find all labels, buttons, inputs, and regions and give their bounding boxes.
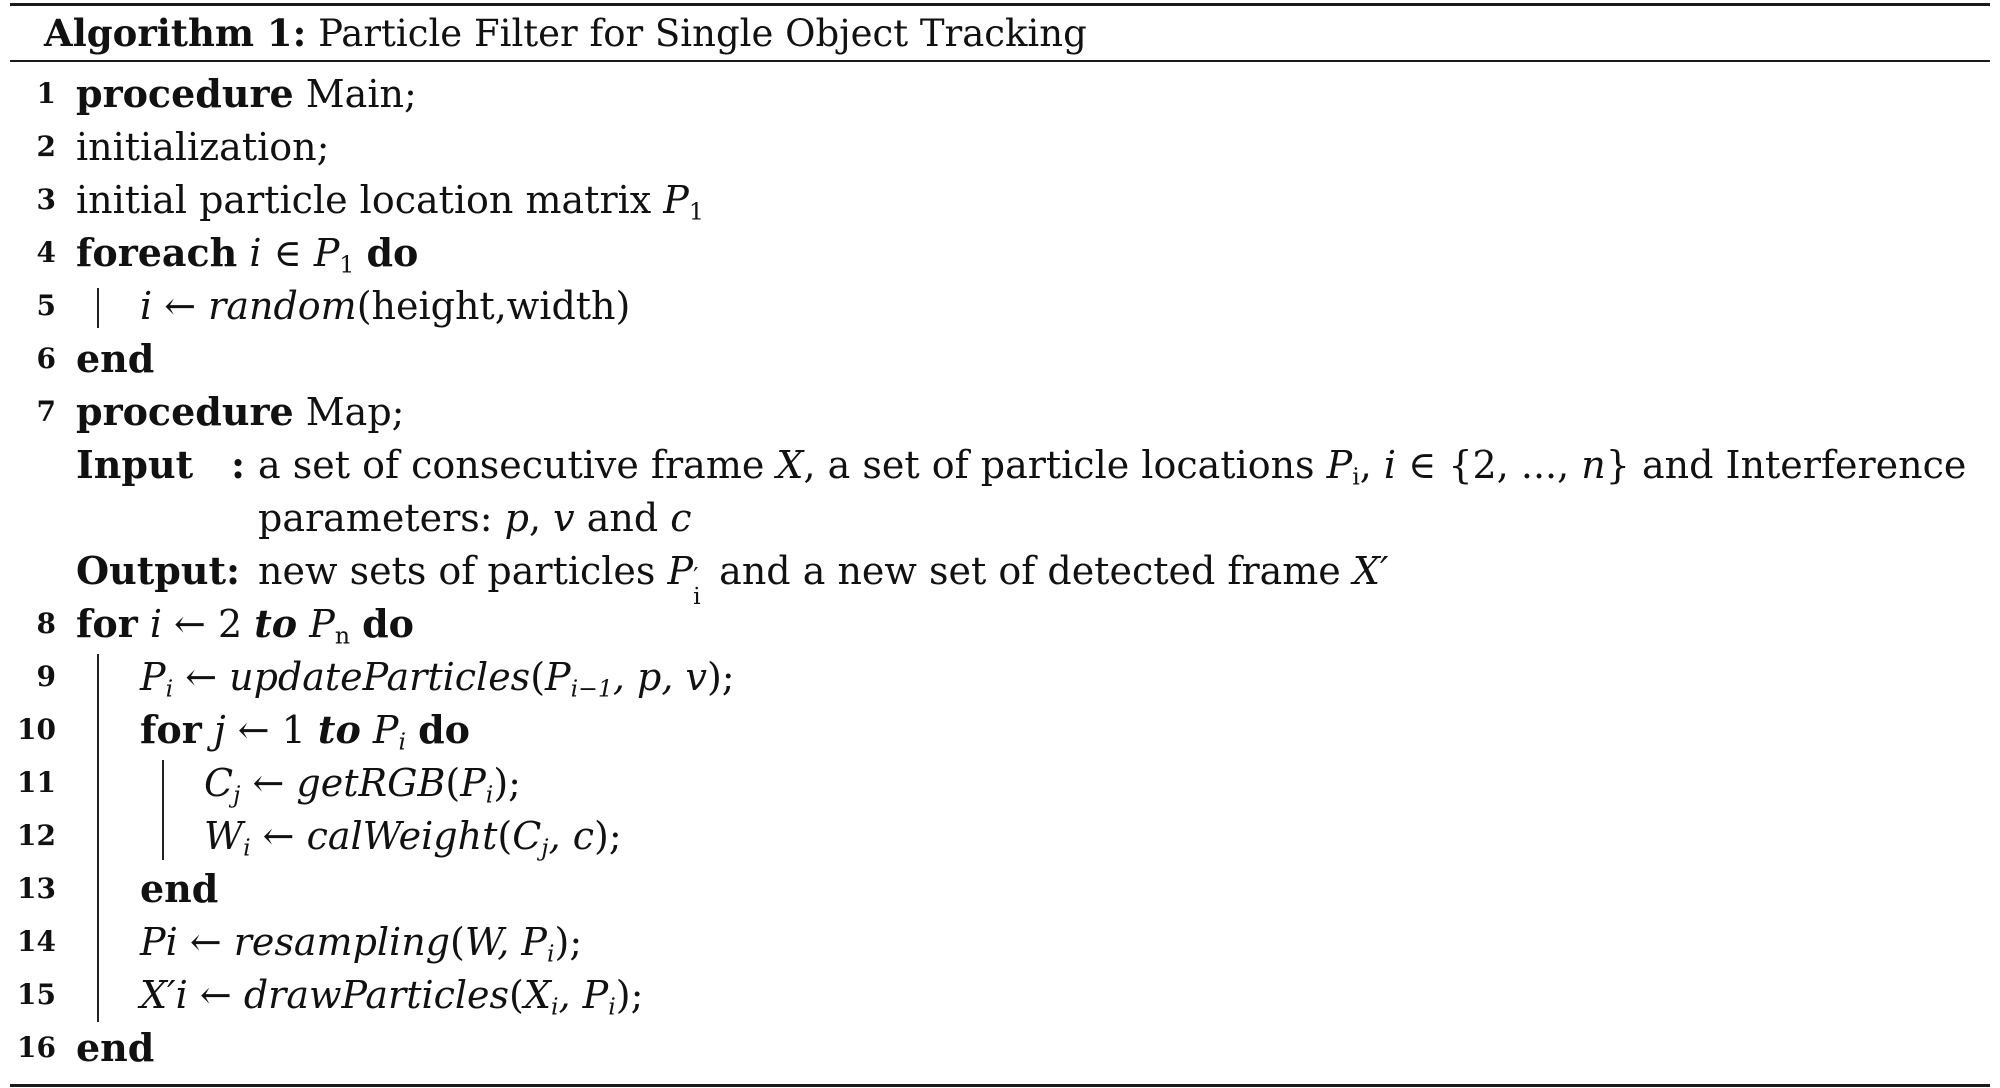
math-op: ← <box>152 284 209 328</box>
io-text: and <box>574 496 671 540</box>
keyword: end <box>140 866 219 911</box>
math-op: ∈ <box>261 231 314 275</box>
keyword: procedure <box>76 389 294 434</box>
algorithm-line <box>0 68 2000 120</box>
algorithm-line <box>0 227 2000 279</box>
math-var: c <box>670 496 692 540</box>
line-number: 7 <box>36 395 56 428</box>
statement: initialization; <box>76 125 330 169</box>
algorithm-line <box>0 386 2000 438</box>
math-var: P <box>140 655 166 699</box>
punct: ); <box>706 655 735 699</box>
punct: ); <box>493 761 521 805</box>
math-var: P <box>460 761 486 805</box>
block-bar-foreach <box>97 288 99 328</box>
function-name: drawParticles <box>243 973 510 1017</box>
function-name: resampling <box>233 920 451 964</box>
math-var: i <box>1383 443 1397 487</box>
algorithm-line: 11 $C_j$ ← $getRGB(P_i)$; <box>0 757 2000 809</box>
keyword: do <box>418 707 471 752</box>
io-text: ∈ {2, ..., <box>1396 443 1582 487</box>
io-text: a set of consecutive frame <box>258 443 777 487</box>
math-sub: 1 <box>688 197 704 226</box>
math-sub: n <box>334 621 350 650</box>
keyword: procedure <box>76 71 294 116</box>
line-number: 10 <box>17 713 56 746</box>
procedure-name: Map; <box>305 390 405 434</box>
keyword: do <box>366 230 419 275</box>
math-sub: i <box>550 992 559 1021</box>
math-var: n <box>1581 443 1606 487</box>
io-text: parameters: <box>258 496 505 540</box>
keyword: to <box>254 601 298 646</box>
math-var: j <box>213 708 226 752</box>
math-var: P <box>309 602 335 646</box>
math-var: Pi <box>140 920 178 964</box>
function-name: calWeight <box>306 814 498 858</box>
line-number: 9 <box>36 660 56 693</box>
line-number: 14 <box>17 925 56 958</box>
io-text: , a set of particle locations <box>803 443 1327 487</box>
math-op: ← <box>177 920 234 964</box>
math-sub: i <box>547 939 555 968</box>
algorithm-line: 15 X′i ← $drawParticles(X_i$, $P_i$); <box>0 969 2000 1021</box>
function-name: getRGB <box>296 761 446 805</box>
math-var: X <box>523 973 551 1017</box>
algorithm-line: 14 Pi ← resampling(W, $P_i$); <box>0 916 2000 968</box>
math-value: 1 <box>281 708 306 752</box>
algorithm-line <box>0 863 2000 915</box>
block-bar-inner-for <box>162 760 164 860</box>
math-var: P <box>582 973 609 1017</box>
algorithm-line <box>0 598 2000 650</box>
math-value: 2 <box>217 602 243 646</box>
line-number: 4 <box>36 236 56 269</box>
line-number: 16 <box>17 1031 56 1064</box>
line-number: 8 <box>36 607 56 640</box>
line-number: 2 <box>36 130 56 163</box>
math-var: i <box>149 602 162 646</box>
math-op: ← <box>250 814 307 858</box>
algorithm-label: Algorithm 1: <box>44 11 307 55</box>
math-var: W, <box>464 920 522 964</box>
math-var: i <box>249 231 262 275</box>
math-var: P <box>313 231 340 275</box>
math-sub: j <box>541 833 549 862</box>
keyword: for <box>140 707 202 752</box>
math-op: ← <box>225 708 282 752</box>
procedure-name: Main; <box>305 72 417 116</box>
math-var: X′i <box>140 973 188 1017</box>
line-number: 6 <box>36 342 56 375</box>
line-number: 13 <box>17 872 56 905</box>
line-number: 12 <box>17 819 56 852</box>
math-sub: i <box>485 780 494 809</box>
input-spec-continued <box>0 492 2000 544</box>
caption-rule <box>10 60 1990 62</box>
math-var: i <box>140 284 153 328</box>
algorithm-line <box>0 333 2000 385</box>
math-var: C <box>204 761 234 805</box>
function-args: , p, v <box>612 655 707 699</box>
math-sub: i <box>608 992 616 1021</box>
bottom-rule <box>10 1084 1990 1087</box>
math-var: W <box>204 814 244 858</box>
math-var: P <box>545 655 571 699</box>
line-number: 3 <box>36 183 56 216</box>
input-label: Input <box>76 442 194 487</box>
keyword: end <box>76 336 155 381</box>
math-sub: i <box>398 727 406 756</box>
statement: initial particle location matrix <box>76 178 664 222</box>
math-op: ← <box>173 655 230 699</box>
keyword: for <box>76 601 138 646</box>
function-name: random <box>208 284 357 328</box>
math-sep: , <box>558 973 583 1017</box>
output-spec: Output: new sets of particles P ′ i and a new set of detected frame X′ <box>0 545 2000 597</box>
math-sub: 1 <box>339 250 355 279</box>
keyword: foreach <box>76 230 238 275</box>
math-op: ← <box>161 602 218 646</box>
math-var: P <box>372 708 399 752</box>
math-var: X <box>776 443 804 487</box>
function-args: (height,width) <box>356 284 631 328</box>
algorithm-line: 9 $P_i$ ← $updateParticles(P_{i-1}$, p, v); <box>0 651 2000 703</box>
keyword: end <box>76 1025 155 1070</box>
io-text: } and Interference <box>1605 443 1967 487</box>
algorithm-line <box>0 1022 2000 1074</box>
line-number: 11 <box>17 766 56 799</box>
math-var: P <box>663 178 689 222</box>
algorithm-line <box>0 174 2000 226</box>
math-var: p <box>504 496 529 540</box>
algorithm-caption <box>44 6 1087 60</box>
function-name: updateParticles <box>229 655 531 699</box>
math-var: C <box>512 814 542 858</box>
math-var: P <box>521 920 547 964</box>
line-number: 5 <box>36 289 56 322</box>
math-var: P <box>1326 443 1353 487</box>
input-colon: : <box>231 442 246 487</box>
math-sub: j <box>233 780 241 809</box>
algorithm-line <box>0 704 2000 756</box>
punct: ); <box>615 973 644 1017</box>
line-number: 15 <box>17 978 56 1011</box>
math-sub: i <box>165 674 174 703</box>
math-var: P <box>667 549 694 593</box>
math-op: ← <box>187 973 244 1017</box>
keyword: do <box>362 601 415 646</box>
math-var: X′ <box>1352 549 1389 593</box>
input-spec <box>0 439 2000 491</box>
io-text: , <box>1359 443 1384 487</box>
keyword: to <box>317 707 361 752</box>
algorithm-line <box>0 280 2000 332</box>
io-text: and a new set of detected frame <box>707 549 1353 593</box>
io-text: , <box>528 496 554 540</box>
punct: ); <box>554 920 583 964</box>
math-var: v <box>553 496 575 540</box>
math-sub: i <box>1352 462 1360 491</box>
algorithm-line <box>0 121 2000 173</box>
math-sub: i <box>243 833 251 862</box>
algorithm-line: 12 $W_i$ ← $calWeight(C_j$, c); <box>0 810 2000 862</box>
punct: ); <box>594 814 622 858</box>
output-label: Output: <box>76 548 241 593</box>
math-sub: i−1 <box>570 674 613 703</box>
block-bar-outer-for <box>97 654 99 1022</box>
io-text: new sets of particles <box>258 549 668 593</box>
math-op: ← <box>240 761 297 805</box>
algorithm-title: Particle Filter for Single Object Tracking <box>318 12 1087 55</box>
function-args: , c <box>548 814 595 858</box>
line-number: 1 <box>36 77 56 110</box>
